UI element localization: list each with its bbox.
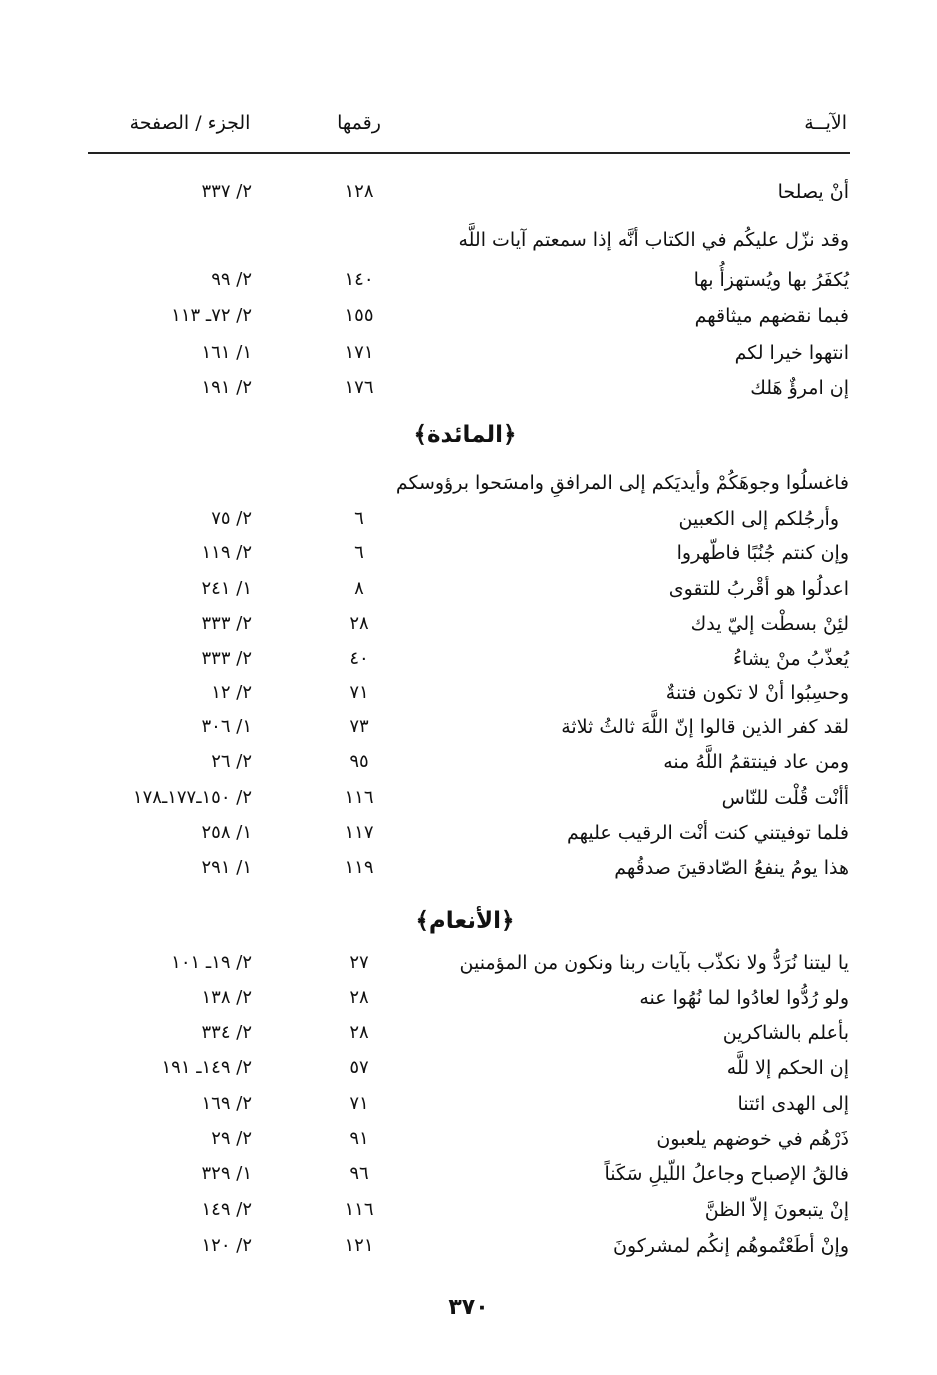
volume-page-ref: ٢/ ١٩١ <box>201 377 252 398</box>
verse-text: أأنْت قُلْت للنّاس <box>721 787 849 809</box>
verse-text: لقد كفر الذين قالوا إنّ اللَّهَ ثالثُ ثلاثة <box>561 716 849 738</box>
table-row <box>0 745 937 779</box>
volume-page-ref: ٢/ ٧٢ـ ١١٣ <box>171 305 252 326</box>
header-reference: الجزء / الصفحة <box>129 112 251 134</box>
volume-page-ref: ١/ ٢٩١ <box>201 857 252 878</box>
verse-number: ٢٨ <box>349 613 369 634</box>
table-row <box>0 710 937 744</box>
verse-text: بأعلم بالشاكرين <box>722 1022 849 1044</box>
table-row <box>0 946 937 980</box>
surah-heading <box>0 422 937 458</box>
volume-page-ref: ١/ ٢٤١ <box>201 578 252 599</box>
verse-number: ٩١ <box>349 1128 369 1149</box>
table-row <box>0 1122 937 1156</box>
table-row <box>0 466 937 500</box>
table-row <box>0 299 937 333</box>
volume-page-ref: ٢/ ١٤٩ <box>201 1199 252 1220</box>
volume-page-ref: ٢/ ١٢٠ <box>201 1235 252 1256</box>
table-row <box>0 816 937 850</box>
volume-page-ref: ٢/ ٩٩ <box>211 269 252 290</box>
verse-number: ٧٣ <box>349 716 369 737</box>
verse-number: ١٤٠ <box>344 269 374 290</box>
table-row <box>0 263 937 297</box>
volume-page-ref: ١/ ٣٠٦ <box>201 716 252 737</box>
volume-page-ref: ٢/ ٢٦ <box>211 751 252 772</box>
table-row <box>0 642 937 676</box>
table-row <box>0 1087 937 1121</box>
verse-text: وحسِبُوا أنْ لا تكون فتنةٌ <box>665 682 849 704</box>
header-number: رقمها <box>337 112 381 134</box>
table-row <box>0 607 937 641</box>
table-row <box>0 676 937 710</box>
verse-text: إن الحكم إلا للَّه <box>726 1057 849 1079</box>
verse-number: ١٧٦ <box>344 377 374 398</box>
table-row <box>0 1229 937 1263</box>
volume-page-ref: ١/ ٣٢٩ <box>201 1163 252 1184</box>
volume-page-ref: ٢/ ٧٥ <box>211 508 252 529</box>
volume-page-ref: ٢/ ١١٩ <box>201 542 252 563</box>
verse-text: فبما نقضهم ميثاقهم <box>694 305 849 327</box>
verse-text: ومن عاد فينتقمُ اللَّهُ منه <box>663 751 849 773</box>
verse-number: ١١٦ <box>344 1199 374 1220</box>
verse-text: يا ليتنا نُرَدُّ ولا نكذّب بآيات ربنا ونكون من المؤمنين <box>459 952 849 974</box>
volume-page-ref: ٢/ ١٩ـ ١٠١ <box>171 952 252 973</box>
header-rule <box>88 152 850 154</box>
volume-page-ref: ٢/ ١٢ <box>211 682 252 703</box>
table-row <box>0 981 937 1015</box>
volume-page-ref: ٢/ ١٤٩ـ ١٩١ <box>161 1057 252 1078</box>
volume-page-ref: ١/ ٢٥٨ <box>201 822 252 843</box>
table-row <box>0 1157 937 1191</box>
table-row <box>0 371 937 405</box>
verse-number: ٢٨ <box>349 1022 369 1043</box>
verse-number: ٧١ <box>349 682 369 703</box>
verse-text: إنْ يتبعونَ إلاّ الظنَّ <box>704 1199 849 1221</box>
verse-number: ٩٥ <box>349 751 369 772</box>
table-row <box>0 1051 937 1085</box>
volume-page-ref: ٢/ ٣٣٣ <box>201 613 252 634</box>
surah-title: ﴿المائدة﴾ <box>413 422 517 448</box>
table-row <box>0 175 937 209</box>
verse-number: ٢٨ <box>349 987 369 1008</box>
verse-number: ٢٧ <box>349 952 369 973</box>
verse-text: وإن كنتم جُنُبًا فاطّهروا <box>676 542 849 564</box>
volume-page-ref: ٢/ ١٥٠ـ١٧٧ـ١٧٨ <box>132 787 252 808</box>
volume-page-ref: ٢/ ٣٣٤ <box>201 1022 252 1043</box>
volume-page-ref: ١/ ١٦١ <box>201 342 252 363</box>
verse-text: أنْ يصلحا <box>777 181 849 203</box>
verse-number: ٦ <box>354 542 364 563</box>
volume-page-ref: ٢/ ٣٣٧ <box>201 181 252 202</box>
verse-number: ١٢٨ <box>344 181 374 202</box>
verse-text: يُعذّبُ منْ يشاءُ <box>733 648 849 670</box>
verse-number: ٤٠ <box>349 648 369 669</box>
surah-title: ﴿الأنعام﴾ <box>415 908 515 934</box>
verse-text: إن امرؤٌ هَلك <box>750 377 849 399</box>
verse-text: ولو رُدُّوا لعادُوا لما نُهُوا عنه <box>639 987 849 1009</box>
verse-number: ١١٩ <box>344 857 374 878</box>
volume-page-ref: ٢/ ٣٣٣ <box>201 648 252 669</box>
verse-text: اعدلُوا هو أقْربُ للتقوى <box>668 578 849 600</box>
page-number: ٣٧٠ <box>448 1295 489 1320</box>
volume-page-ref: ٢/ ١٦٩ <box>201 1093 252 1114</box>
verse-number: ٥٧ <box>349 1057 369 1078</box>
verse-text: وإنْ أطَعْتُموهُم إنكُم لمشركونَ <box>612 1235 849 1257</box>
verse-number: ٦ <box>354 508 364 529</box>
verse-number: ١٥٥ <box>344 305 374 326</box>
volume-page-ref: ٢/ ٢٩ <box>211 1128 252 1149</box>
table-row <box>0 781 937 815</box>
table-row <box>0 572 937 606</box>
verse-number: ٨ <box>354 578 364 599</box>
verse-text: وأرجُلكم إلى الكعبين <box>678 508 839 530</box>
verse-text: هذا يومُ ينفعُ الصّادقينَ صدقُهم <box>614 857 849 879</box>
verse-number: ٧١ <box>349 1093 369 1114</box>
verse-number: ١٧١ <box>344 342 374 363</box>
verse-number: ١١٧ <box>344 822 374 843</box>
table-row <box>0 536 937 570</box>
verse-text: لئِنْ بسطْت إليّ يدك <box>690 613 849 635</box>
verse-number: ١٢١ <box>344 1235 374 1256</box>
table-row <box>0 1016 937 1050</box>
verse-text: فلما توفيتني كنت أنْت الرقيب عليهم <box>566 822 849 844</box>
verse-text: انتهوا خيرا لكم <box>734 342 849 364</box>
table-row <box>0 223 937 257</box>
header-verse: الآيــة <box>804 112 847 134</box>
verse-text: إلى الهدى ائتنا <box>737 1093 849 1115</box>
volume-page-ref: ٢/ ١٣٨ <box>201 987 252 1008</box>
verse-text: يُكفَرُ بها ويُستهزأُ بها <box>693 269 849 291</box>
table-row <box>0 851 937 885</box>
verse-text: وقد نزّل عليكُم في الكتاب أنَّه إذا سمعتم آيات اللَّه <box>458 229 849 251</box>
surah-heading <box>0 908 937 944</box>
table-row <box>0 1193 937 1227</box>
verse-number: ٩٦ <box>349 1163 369 1184</box>
verse-text: فاغسلُوا وجوهَكُمْ وأيديَكم إلى المرافقِ وامسَحوا برؤوسكم <box>395 472 849 494</box>
verse-text: فالقُ الإصباح وجاعلُ اللّيلِ سَكَناً <box>604 1163 849 1185</box>
verse-text: ذَرْهُم في خوضهم يلعبون <box>656 1128 849 1150</box>
table-row <box>0 336 937 370</box>
table-row <box>0 502 937 536</box>
verse-number: ١١٦ <box>344 787 374 808</box>
